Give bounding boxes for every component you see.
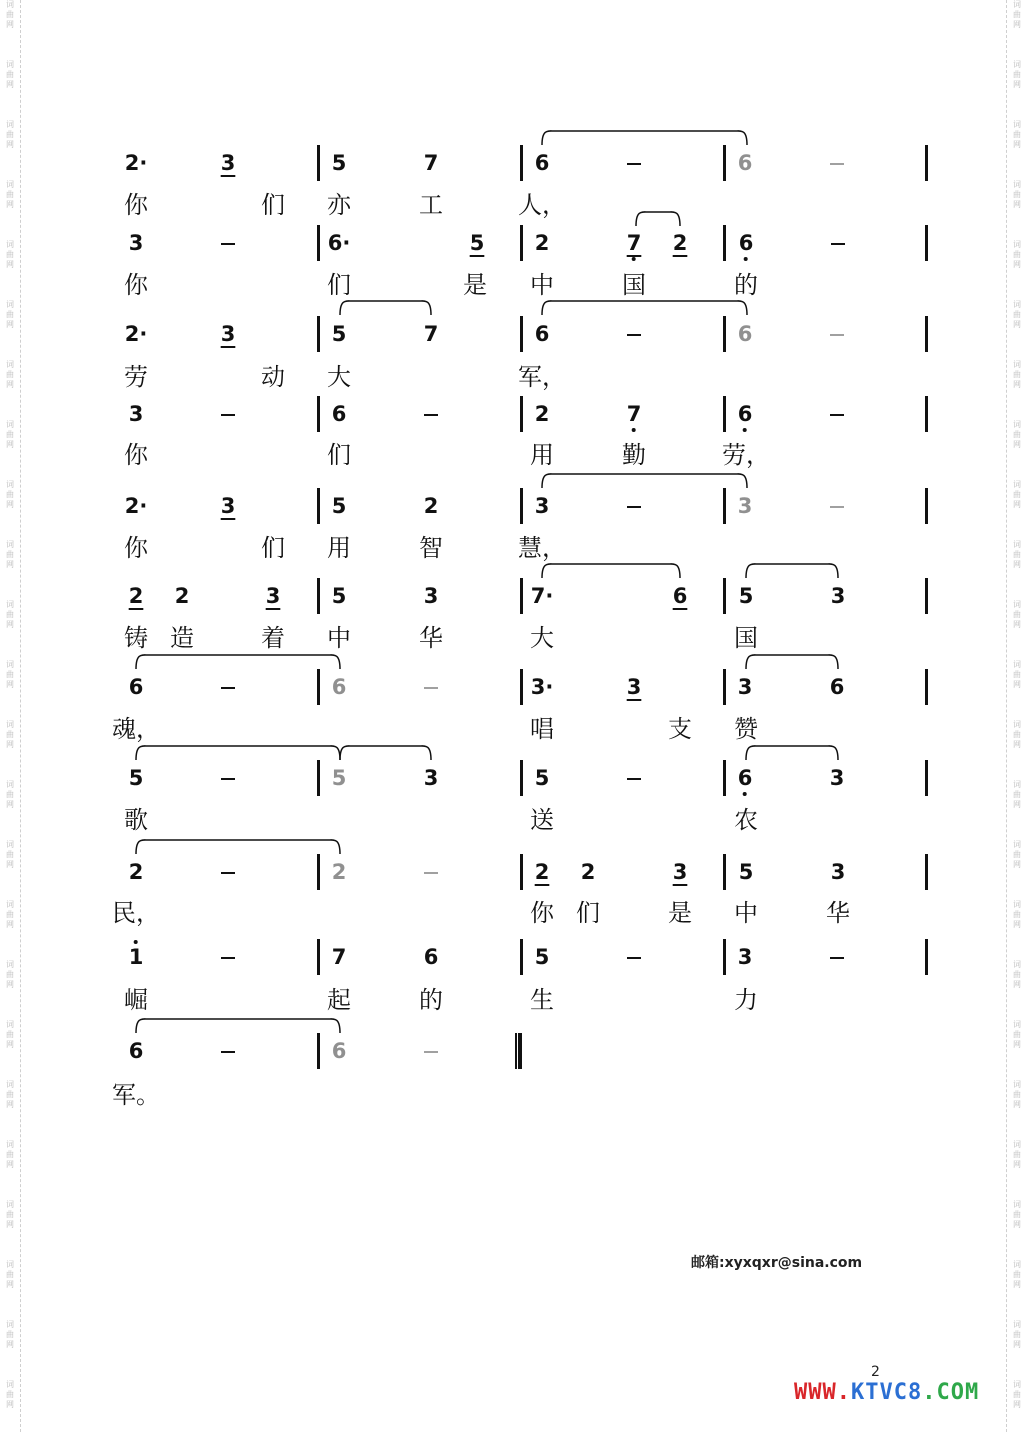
note: 1 [128, 945, 144, 969]
watermark-text: 词 曲 网 [1013, 660, 1021, 689]
watermark-text: 词 曲 网 [6, 0, 14, 29]
slur-arc [542, 564, 680, 578]
site-logo[interactable] [794, 1380, 979, 1405]
slur-arc [340, 301, 431, 315]
lyric-character: 造 [170, 624, 194, 652]
slur-arc [542, 131, 747, 145]
watermark-text: 词 曲 网 [1013, 840, 1021, 869]
watermark-text: 词 曲 网 [6, 720, 14, 749]
lyric-character: 华 [826, 899, 850, 927]
slur-arc [746, 564, 838, 578]
lyric-character: 赞 [734, 715, 758, 743]
lyric-character: 劳 [124, 363, 148, 391]
watermark-text: 词 曲 网 [6, 420, 14, 449]
lyric-character: 民， [112, 899, 160, 927]
lyric-character: 起 [327, 986, 351, 1014]
note: 6 [672, 584, 688, 608]
lyric-character: 你 [124, 191, 148, 219]
note: 2· [124, 322, 148, 346]
lyric-character: 用 [530, 441, 554, 469]
note: 6 [737, 322, 753, 346]
slur-arc [542, 301, 747, 315]
watermark-text: 词 曲 网 [1013, 780, 1021, 809]
watermark-text: 词 曲 网 [6, 1020, 14, 1049]
slur-arc [136, 1019, 340, 1033]
note: 6 [737, 402, 753, 426]
watermark-text: 词 曲 网 [1013, 540, 1021, 569]
lyric-character: 魂， [112, 715, 160, 743]
lyric-character: 力 [734, 986, 758, 1014]
note: 2 [423, 494, 439, 518]
logo-part-www: WWW. [794, 1380, 851, 1405]
note: 2· [124, 151, 148, 175]
slur-arc [746, 655, 838, 669]
watermark-text: 词 曲 网 [6, 1080, 14, 1109]
note: 3 [737, 675, 753, 699]
lyric-character: 们 [261, 191, 285, 219]
lyric-character: 的 [419, 986, 443, 1014]
contact-email: 邮箱:xyxqxr@sina.com [691, 1255, 863, 1271]
lyric-character: 们 [576, 899, 600, 927]
lyric-character: 着 [261, 624, 285, 652]
note: 6 [423, 945, 439, 969]
note: 5 [738, 584, 754, 608]
watermark-text: 词 曲 网 [6, 780, 14, 809]
watermark-text: 词 曲 网 [6, 120, 14, 149]
lyric-character: 慧， [518, 534, 566, 562]
watermark-text: 词 曲 网 [1013, 1200, 1021, 1229]
note: 6 [534, 151, 550, 175]
slur-arc [746, 746, 838, 760]
slur-arc [542, 474, 747, 488]
note: 3 [220, 322, 236, 346]
logo-part-ktvc8: KTVC8 [850, 1380, 923, 1405]
watermark-text: 词 曲 网 [6, 1200, 14, 1229]
watermark-text: 词 曲 网 [1013, 120, 1021, 149]
watermark-text: 词 曲 网 [1013, 1260, 1021, 1289]
lyric-character: 亦 [327, 191, 351, 219]
watermark-text: 词 曲 网 [1013, 420, 1021, 449]
lyric-character: 中 [530, 271, 554, 299]
lyric-character: 用 [327, 534, 351, 562]
watermark-text: 词 曲 网 [1013, 1140, 1021, 1169]
watermark-text: 词 曲 网 [1013, 240, 1021, 269]
note: 6 [737, 766, 753, 790]
note: 3 [737, 494, 753, 518]
watermark-text: 词 曲 网 [6, 240, 14, 269]
watermark-text: 词 曲 网 [6, 840, 14, 869]
note: 2 [534, 860, 550, 884]
watermark-text: 词 曲 网 [6, 660, 14, 689]
lyric-character: 你 [124, 534, 148, 562]
lyric-character: 大 [327, 363, 351, 391]
note: 6 [128, 675, 144, 699]
note: 3 [737, 945, 753, 969]
watermark-text: 词 曲 网 [6, 600, 14, 629]
note: 6 [829, 675, 845, 699]
lyric-character: 是 [463, 271, 487, 299]
note: 5 [331, 322, 347, 346]
watermark-text: 词 曲 网 [1013, 300, 1021, 329]
lyric-character: 工 [419, 191, 443, 219]
lyric-character: 崛 [124, 986, 148, 1014]
lyric-character: 们 [261, 534, 285, 562]
note: 3 [672, 860, 688, 884]
note: 5 [331, 584, 347, 608]
lyric-character: 人， [518, 191, 566, 219]
watermark-text: 词 曲 网 [6, 300, 14, 329]
watermark-text: 词 曲 网 [1013, 180, 1021, 209]
lyric-character: 们 [327, 271, 351, 299]
note: 7 [423, 151, 439, 175]
watermark-text: 词 曲 网 [6, 1140, 14, 1169]
note: 2 [672, 231, 688, 255]
note: 3 [128, 231, 144, 255]
lyric-character: 勤 [622, 441, 646, 469]
lyric-character: 你 [124, 441, 148, 469]
slur-arc [136, 655, 340, 669]
note: 3 [423, 584, 439, 608]
watermark-text: 词 曲 网 [6, 900, 14, 929]
watermark-text: 词 曲 网 [1013, 900, 1021, 929]
note: 2 [534, 402, 550, 426]
watermark-text: 词 曲 网 [1013, 60, 1021, 89]
lyric-character: 们 [327, 441, 351, 469]
watermark-text: 词 曲 网 [1013, 720, 1021, 749]
lyric-character: 中 [327, 624, 351, 652]
note: 6· [327, 231, 351, 255]
lyric-character: 军。 [112, 1081, 160, 1109]
watermark-text: 词 曲 网 [1013, 600, 1021, 629]
note: 5 [534, 945, 550, 969]
note: 2 [128, 584, 144, 608]
note: 5 [331, 494, 347, 518]
note: 7· [530, 584, 554, 608]
note: 6 [331, 402, 347, 426]
note: 2 [534, 231, 550, 255]
note: 5 [534, 766, 550, 790]
note: 3· [530, 675, 554, 699]
lyric-character: 劳， [722, 441, 770, 469]
lyric-character: 支 [668, 715, 692, 743]
note: 5 [738, 860, 754, 884]
lyric-character: 智 [419, 534, 443, 562]
note: 3 [128, 402, 144, 426]
logo-part-com: .COM [922, 1380, 980, 1405]
slur-arc [340, 746, 431, 760]
note: 7 [423, 322, 439, 346]
note: 3 [830, 584, 846, 608]
lyric-character: 中 [734, 899, 758, 927]
note: 3 [265, 584, 281, 608]
note: 6 [331, 675, 347, 699]
watermark-text: 词 曲 网 [6, 1320, 14, 1349]
watermark-text: 词 曲 网 [6, 1380, 14, 1409]
lyric-character: 军， [518, 363, 566, 391]
lyric-character: 的 [734, 271, 758, 299]
note: 3 [830, 860, 846, 884]
note: 2 [174, 584, 190, 608]
watermark-text: 词 曲 网 [1013, 1380, 1021, 1409]
watermark-text: 词 曲 网 [1013, 960, 1021, 989]
watermark-text: 词 曲 网 [1013, 1320, 1021, 1349]
note: 3 [626, 675, 642, 699]
note: 3 [220, 494, 236, 518]
page-number: 2 [871, 1364, 880, 1380]
watermark-text: 词 曲 网 [6, 1260, 14, 1289]
lyric-character: 歌 [124, 806, 148, 834]
note: 2· [124, 494, 148, 518]
watermark-text: 词 曲 网 [1013, 0, 1021, 29]
lyric-character: 你 [124, 271, 148, 299]
lyric-character: 华 [419, 624, 443, 652]
slur-arc [636, 212, 680, 226]
watermark-text: 词 曲 网 [6, 60, 14, 89]
note: 6 [737, 151, 753, 175]
watermark-text: 词 曲 网 [1013, 1080, 1021, 1109]
lyric-character: 农 [734, 806, 758, 834]
lyric-character: 唱 [530, 715, 554, 743]
lyric-character: 国 [734, 624, 758, 652]
lyric-character: 铸 [124, 624, 148, 652]
note: 2 [331, 860, 347, 884]
lyric-character: 生 [530, 986, 554, 1014]
watermark-text: 词 曲 网 [1013, 360, 1021, 389]
note: 5 [469, 231, 485, 255]
lyric-character: 你 [530, 899, 554, 927]
lyric-character: 是 [668, 899, 692, 927]
watermark-text: 词 曲 网 [6, 960, 14, 989]
watermark-text: 词 曲 网 [6, 180, 14, 209]
watermark-text: 词 曲 网 [1013, 1020, 1021, 1049]
note: 5 [128, 766, 144, 790]
note: 7 [626, 402, 642, 426]
watermark-text: 词 曲 网 [1013, 480, 1021, 509]
note: 6 [331, 1039, 347, 1063]
watermark-text: 词 曲 网 [6, 480, 14, 509]
note: 2 [580, 860, 596, 884]
watermark-text: 词 曲 网 [6, 540, 14, 569]
slur-arc [136, 746, 340, 760]
note: 7 [331, 945, 347, 969]
note: 5 [331, 151, 347, 175]
lyric-character: 送 [530, 806, 554, 834]
lyric-character: 动 [261, 363, 285, 391]
note: 3 [829, 766, 845, 790]
note: 6 [128, 1039, 144, 1063]
note: 6 [738, 231, 754, 255]
note: 6 [534, 322, 550, 346]
lyric-character: 大 [530, 624, 554, 652]
note: 3 [220, 151, 236, 175]
lyric-character: 国 [622, 271, 646, 299]
note: 2 [128, 860, 144, 884]
note: 5 [331, 766, 347, 790]
note: 3 [423, 766, 439, 790]
watermark-text: 词 曲 网 [6, 360, 14, 389]
slur-arc [136, 840, 340, 854]
note: 7 [626, 231, 642, 255]
note: 3 [534, 494, 550, 518]
